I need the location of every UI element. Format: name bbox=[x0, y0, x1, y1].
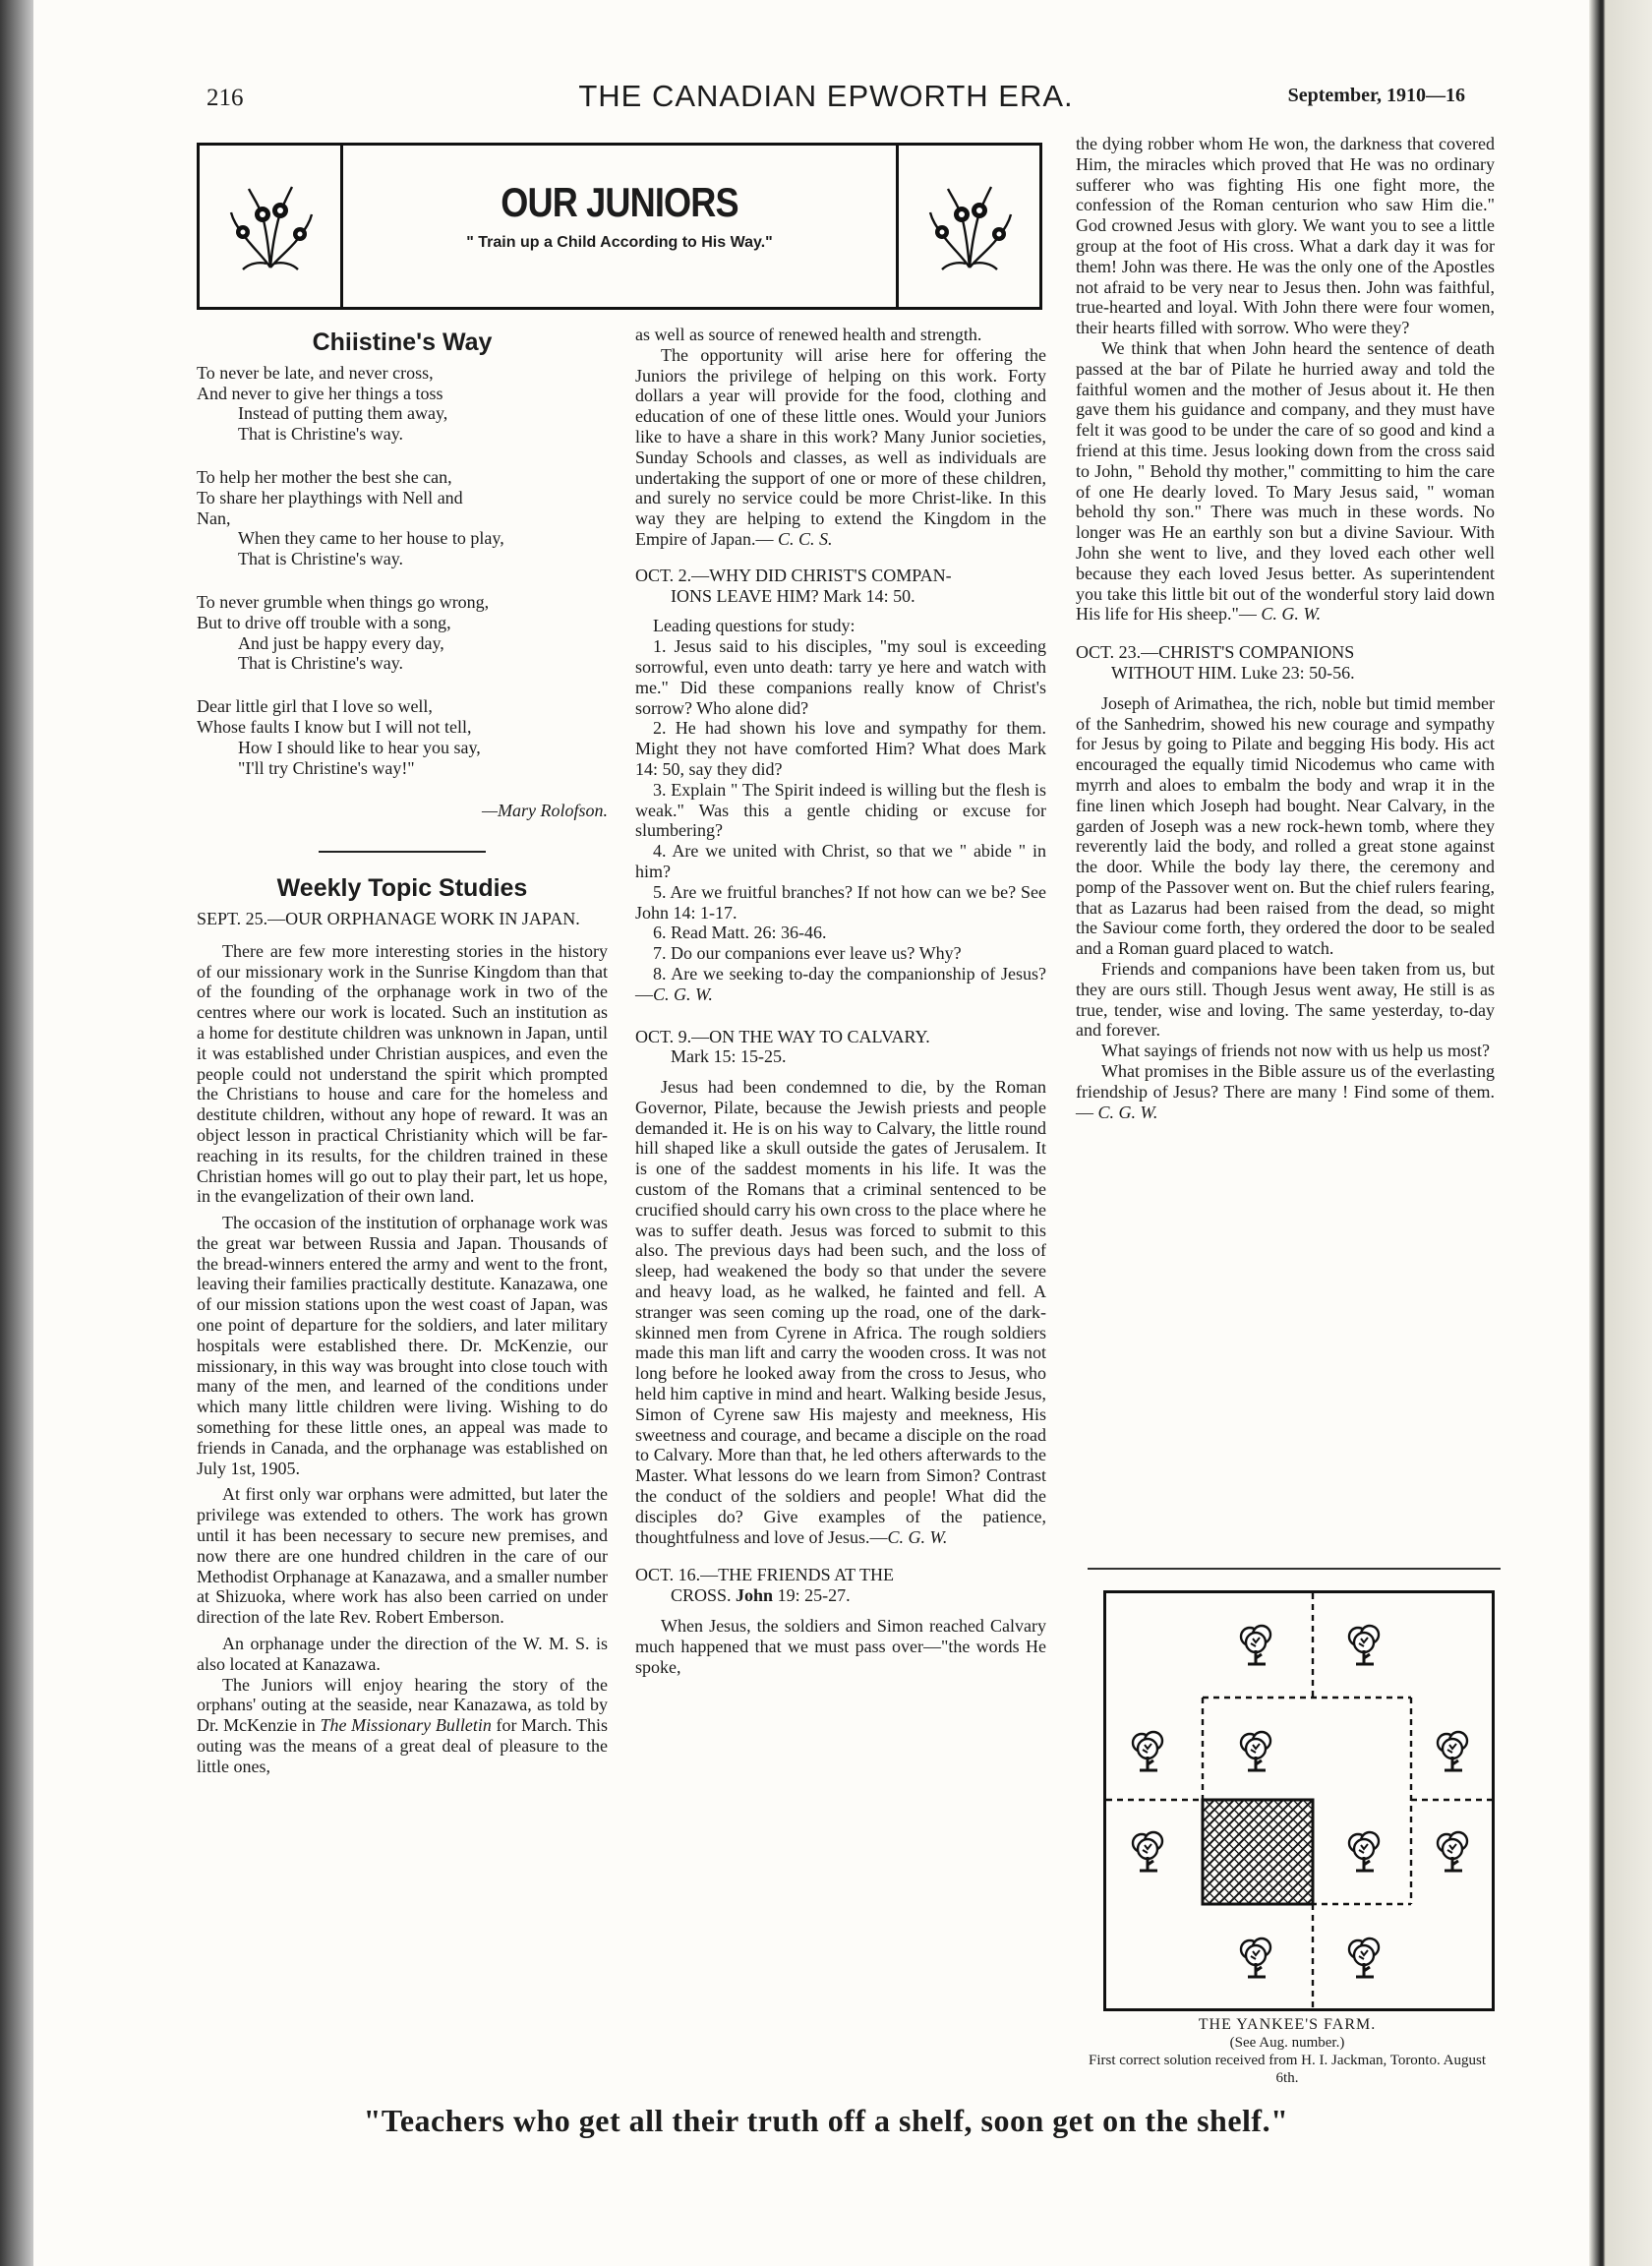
poem-line: Nan, bbox=[197, 507, 231, 528]
poem-line: That is Christine's way. bbox=[238, 424, 404, 445]
poem-line: And just be happy every day, bbox=[238, 632, 444, 653]
paragraph: as well as source of renewed health and strength. bbox=[635, 325, 982, 344]
list-item: 2. He had shown his love and sympathy for them. Might they not have comforted Him? What does Mark 14: 50, say they did? bbox=[635, 718, 1046, 779]
heading-text: John bbox=[736, 1585, 774, 1606]
topics-title: Weekly Topic Studies bbox=[276, 874, 528, 903]
paragraph: There are few more interesting stories in the history of our missionary work in the Sunrise Kingdom than that of the founding of the orphanage work in two of the centres where our work is located. Such an institution as a home for destitute children was unknown in Japan, until it was established under Christian auspices, and even the people could not understand the spirit which prompted the Christians to house and care for the homeless and destitute children, without any hope of reward. It was an object lesson in practical Christianity which will be far-reaching in its results, for the children trained in these Christian homes will go out to play their part, let us hope, in the evangelization of their own land. bbox=[197, 940, 608, 1207]
poem-stanza bbox=[197, 363, 608, 445]
farmhouse-plot bbox=[1203, 1800, 1313, 1904]
lesson-heading bbox=[635, 1027, 1046, 1068]
section-title: OUR JUNIORS bbox=[501, 179, 738, 225]
list-item-text: 8. Are we seeking to-day the companionship of Jesus?— bbox=[635, 963, 1046, 1004]
divider bbox=[1088, 1568, 1501, 1570]
farm-svg bbox=[1106, 1593, 1492, 2008]
lesson-heading-line: OCT. 16.—THE FRIENDS AT THE bbox=[635, 1565, 895, 1585]
list-item: 6. Read Matt. 26: 36-46. bbox=[653, 923, 827, 943]
poem-line: That is Christine's way. bbox=[238, 653, 404, 674]
paragraph bbox=[635, 345, 1046, 550]
paragraph bbox=[197, 1675, 608, 1777]
list-item: 3. Explain " The Spirit indeed is willing but the flesh is weak." Was this a gentle chiding or excuse for slumbering? bbox=[635, 779, 1046, 841]
yankee-farm-diagram bbox=[1103, 1590, 1495, 2011]
tree-icon bbox=[1241, 1938, 1270, 1977]
list-item: 4. Are we united with Christ, so that we " abide " in him? bbox=[635, 841, 1046, 881]
poem-line: But to drive off trouble with a song, bbox=[197, 612, 451, 632]
lesson-heading bbox=[635, 566, 1046, 607]
list-intro: Leading questions for study: bbox=[653, 616, 856, 636]
column-middle bbox=[635, 325, 1046, 1677]
issue-date: September, 1910—16 bbox=[1287, 85, 1465, 106]
poem-line: Whose faults I know but I will not tell, bbox=[197, 716, 472, 737]
paragraph-text: The Juniors will enjoy hearing the story of the orphans' outing at the seaside, near Kanazawa, as told by Dr. McKenzie in bbox=[197, 1674, 608, 1736]
poem-line: To never grumble when things go wrong, bbox=[197, 591, 490, 612]
tree-icon bbox=[1241, 1732, 1270, 1770]
paragraph-text: We think that when John heard the sentence of death passed at the bar of Pilate he hurried away and told the faithful women and the mother of Jesus about it. He then gave them his guidance and company, and they must have felt it was good to be under the care of so good and kind a friend at this time. Jesus looking down from the cross said to John, " Behold thy mother," committing to him the care of one He dearly loved. To Mary Jesus said, " woman behold thy son." There was much in these words. No longer was He an earthly son but a divine Saviour. With John she went to live, and they loved each other well because they each loved Jesus better. As superintendent you take this little bit out of the wonderful story laid down His life for His sheep."— bbox=[1076, 337, 1495, 625]
poem bbox=[197, 363, 608, 779]
tree-icon bbox=[1241, 1626, 1270, 1664]
masthead: THE CANADIAN EPWORTH ERA. bbox=[578, 79, 1074, 113]
column-left bbox=[197, 328, 608, 1777]
paragraph: When Jesus, the soldiers and Simon reached Calvary much happened that we must pass over—"the words He spoke, bbox=[635, 1616, 1046, 1677]
paragraph: An orphanage under the direction of the W. M. S. is also located at Kanazawa. bbox=[197, 1634, 608, 1674]
list-item bbox=[635, 964, 1046, 1005]
paragraph: What sayings of friends not now with us help us most? bbox=[1101, 1041, 1490, 1061]
poem-line: To never be late, and never cross, bbox=[197, 362, 434, 383]
tree-icon bbox=[1438, 1832, 1467, 1871]
tree-icon bbox=[1349, 1832, 1379, 1871]
paragraph: The occasion of the institution of orphanage work was the great war between Russia and Japan. Thousands of the bread-winners entered the army and went to the front, leaving their families practically destitute. Kanazawa, one of our mission stations upon the west coast of Japan, was one point of departure for the soldiers, and later military hospitals were established there. Dr. McKenzie, our missionary, in this way was brought into close touch with many of the men, and learned of the conditions under which many little children were living. Wishing to do something for these little ones, an appeal was made to friends in Canada, and the orphanage was established on July 1st, 1905. bbox=[197, 1213, 608, 1478]
section-motto: " Train up a Child According to His Way." bbox=[466, 234, 773, 251]
paragraph-text: What promises in the Bible assure us of the everlasting friendship of Jesus? There are many ! Find some of them.— bbox=[1076, 1061, 1495, 1122]
poem-line: To share her playthings with Nell and bbox=[197, 487, 463, 507]
list-item: 5. Are we fruitful branches? If not how can we be? See John 14: 1-17. bbox=[635, 881, 1046, 923]
lesson-heading-line: OCT. 2.—WHY DID CHRIST'S COMPAN- bbox=[635, 565, 952, 585]
paragraph: Friends and companions have been taken from us, but they are ours still. Though Jesus went away, He still is as true, tender, wise and loving. The same yesterday, to-day and forever. bbox=[1076, 959, 1495, 1041]
poem-title: Chiistine's Way bbox=[312, 328, 493, 356]
tree-icon bbox=[1133, 1732, 1162, 1770]
divider bbox=[319, 851, 486, 853]
poem-line: To help her mother the best she can, bbox=[197, 466, 452, 487]
paragraph: At first only war orphans were admitted, but later the privilege was extended to others. The work has grown until it has been necessary to secure new premises, and now there are one hundred children in the care of our Methodist Orphanage at Kanazawa, and a smaller number at Shizuoka, where work has also been carried on under direction of the late Rev. Robert Emberson. bbox=[197, 1484, 608, 1628]
lesson-heading bbox=[635, 1565, 1046, 1606]
page-number: 216 bbox=[206, 85, 244, 111]
paragraph-text: The opportunity will arise here for offering the Juniors the privilege of helping on this work. Forty dollars a year will provide for the food, clothing and education of one of these little ones. Would your Juniors like to have a share in this work? Many Junior societies, Sunday Schools and classes, as well as individuals are undertaking the support of one or more of these children, and surely no service could be more Christ-like. In this way they are helping to extend the Kingdom in the Empire of Japan.— bbox=[635, 344, 1046, 549]
author-initials: C. G. W. bbox=[653, 984, 713, 1004]
poem-line: Instead of putting them away, bbox=[238, 403, 448, 424]
flower-ornament-icon bbox=[896, 146, 1039, 307]
poem-stanza bbox=[197, 696, 608, 778]
poem-signature: —Mary Rolofson. bbox=[482, 801, 608, 821]
lesson-heading-line: OCT. 9.—ON THE WAY TO CALVARY. bbox=[635, 1026, 930, 1046]
paragraph-text: Jesus had been condemned to die, by the Roman Governor, Pilate, because the Jewish priests and people demanded it. He is on his way to Calvary, the little round hill shaped like a skull outside the gates of Jerusalem. It is one of the saddest moments in his life. It was the custom of the Romans that a criminal sentenced to be crucified should carry his own cross to the place where he was to suffer death. Jesus was forced to submit to this also. The previous days had been such, and the loss of sleep, had weakened the body so that under the severe and heavy load, as he walked, he fainted and fell. A stranger was seen coming up the road, one of the dark-skinned men from Cyrene in Africa. The rough soldiers made this man lift and carry the wooden cross. It was not long before he looked away from the cross to Jesus, who held him captive in mind and heart. Walking beside Jesus, Simon of Cyrene saw His majesty and meekness, His sweetness and courage, and became a disciple on the road to Calvary. More than that, he led others afterwards to the Master. What lessons do we learn from Simon? Contrast the conduct of the soldiers and people! What did the disciples do? Give examples of the patience, thoughtfulness and love of Jesus.— bbox=[635, 1077, 1046, 1547]
publication-title: The Missionary Bulletin bbox=[320, 1715, 492, 1736]
author-initials: C. C. S. bbox=[777, 528, 833, 549]
paragraph bbox=[635, 1077, 1046, 1547]
question-list bbox=[635, 616, 1046, 1004]
diagram-caption bbox=[1076, 2016, 1499, 2087]
lesson-heading-line: OCT. 23.—CHRIST'S COMPANIONS bbox=[1076, 642, 1355, 663]
flower-ornament-icon bbox=[200, 146, 343, 307]
poem-line: "I'll try Christine's way!" bbox=[238, 757, 415, 778]
footer-quote: "Teachers who get all their truth off a shelf, soon get on the shelf." bbox=[363, 2103, 1289, 2138]
tree-icon bbox=[1438, 1732, 1467, 1770]
tree-icon bbox=[1133, 1832, 1162, 1871]
banner-center bbox=[343, 146, 896, 307]
column-right bbox=[1076, 134, 1495, 1122]
book-binding bbox=[0, 0, 33, 2266]
list-item: 1. Jesus said to his disciples, "my soul is exceeding sorrowful, even unto death: tarry ye here and watch with me." Did these companions really know of Christ's sorrow? Who alone did? bbox=[635, 636, 1046, 718]
tree-icon bbox=[1349, 1938, 1379, 1977]
paragraph: Joseph of Arimathea, the rich, noble but timid member of the Sanhedrim, showed his new courage and sympathy for Jesus by going to Pilate and begging His body. His act encouraged the equally timid Nicodemus who came with myrrh and aloes to embalm the body and wrap it in the fine linen which Joseph had bought. Near Calvary, in the garden of Joseph was a new rock-hewn tomb, where they reverently laid the body, and rolled a great stone against the door. While the body lay there, the ceremony and pomp of the Passover went on. But the chief rulers fearing, that as Lazarus had been raised from the dead, so might the Saviour come forth, they ordered the door to be sealed and a Roman guard placed to watch. bbox=[1076, 692, 1495, 959]
lesson-heading bbox=[1076, 642, 1495, 684]
diagram-title: THE YANKEE'S FARM. bbox=[1198, 2016, 1377, 2033]
author-initials: C. G. W. bbox=[1261, 604, 1322, 625]
diagram-solution-note: First correct solution received from H. I. Jackman, Toronto. August 6th. bbox=[1088, 2053, 1486, 2086]
tree-icon bbox=[1349, 1626, 1379, 1664]
lesson-heading-line: Mark 15: 15-25. bbox=[671, 1046, 787, 1067]
diagram-note: (See Aug. number.) bbox=[1229, 2035, 1345, 2051]
heading-text: 19: 25-27. bbox=[777, 1585, 851, 1606]
poem-line: When they came to her house to play, bbox=[238, 528, 504, 549]
lesson-heading-line: WITHOUT HIM. Luke 23: 50-56. bbox=[1111, 662, 1355, 683]
poem-line: And never to give her things a toss bbox=[197, 383, 443, 403]
poem-line: How I should like to hear you say, bbox=[238, 737, 481, 757]
poem-stanza bbox=[197, 592, 608, 674]
author-initials: C. G. W. bbox=[1097, 1102, 1158, 1122]
paragraph-text: for March. This outing was the means of a great deal of pleasure to the little ones, bbox=[197, 1715, 608, 1776]
lesson-heading-line: IONS LEAVE HIM? Mark 14: 50. bbox=[671, 585, 915, 606]
lesson-heading-line bbox=[635, 1585, 1046, 1606]
poem-stanza bbox=[197, 467, 608, 569]
author-initials: C. G. W. bbox=[887, 1526, 948, 1547]
poem-line: Dear little girl that I love so well, bbox=[197, 696, 433, 717]
list-item: 7. Do our companions ever leave us? Why? bbox=[653, 943, 962, 964]
heading-text: CROSS. bbox=[671, 1585, 732, 1606]
page-edge bbox=[1589, 0, 1652, 2266]
paragraph: the dying robber whom He won, the darkness that covered Him, the miracles which proved that He was no ordinary sufferer who was fighting His one fight more, the confession of the Roman centurion who saw Him die." God crowned Jesus with glory. We want you to see a little group at the foot of His cross. What a dark day it was for them! John was there. He was the only one of the Apostles not afraid to be very near to Jesus then. John was faithful, true-hearted and loyal. With John there were four women, their hearts filled with sorrow. Who were they? bbox=[1076, 134, 1495, 338]
paragraph bbox=[1076, 1061, 1495, 1122]
poem-line: That is Christine's way. bbox=[238, 549, 404, 569]
paragraph bbox=[1076, 338, 1495, 625]
section-banner bbox=[197, 143, 1042, 310]
lesson-heading: SEPT. 25.—OUR ORPHANAGE WORK IN JAPAN. bbox=[197, 908, 580, 928]
